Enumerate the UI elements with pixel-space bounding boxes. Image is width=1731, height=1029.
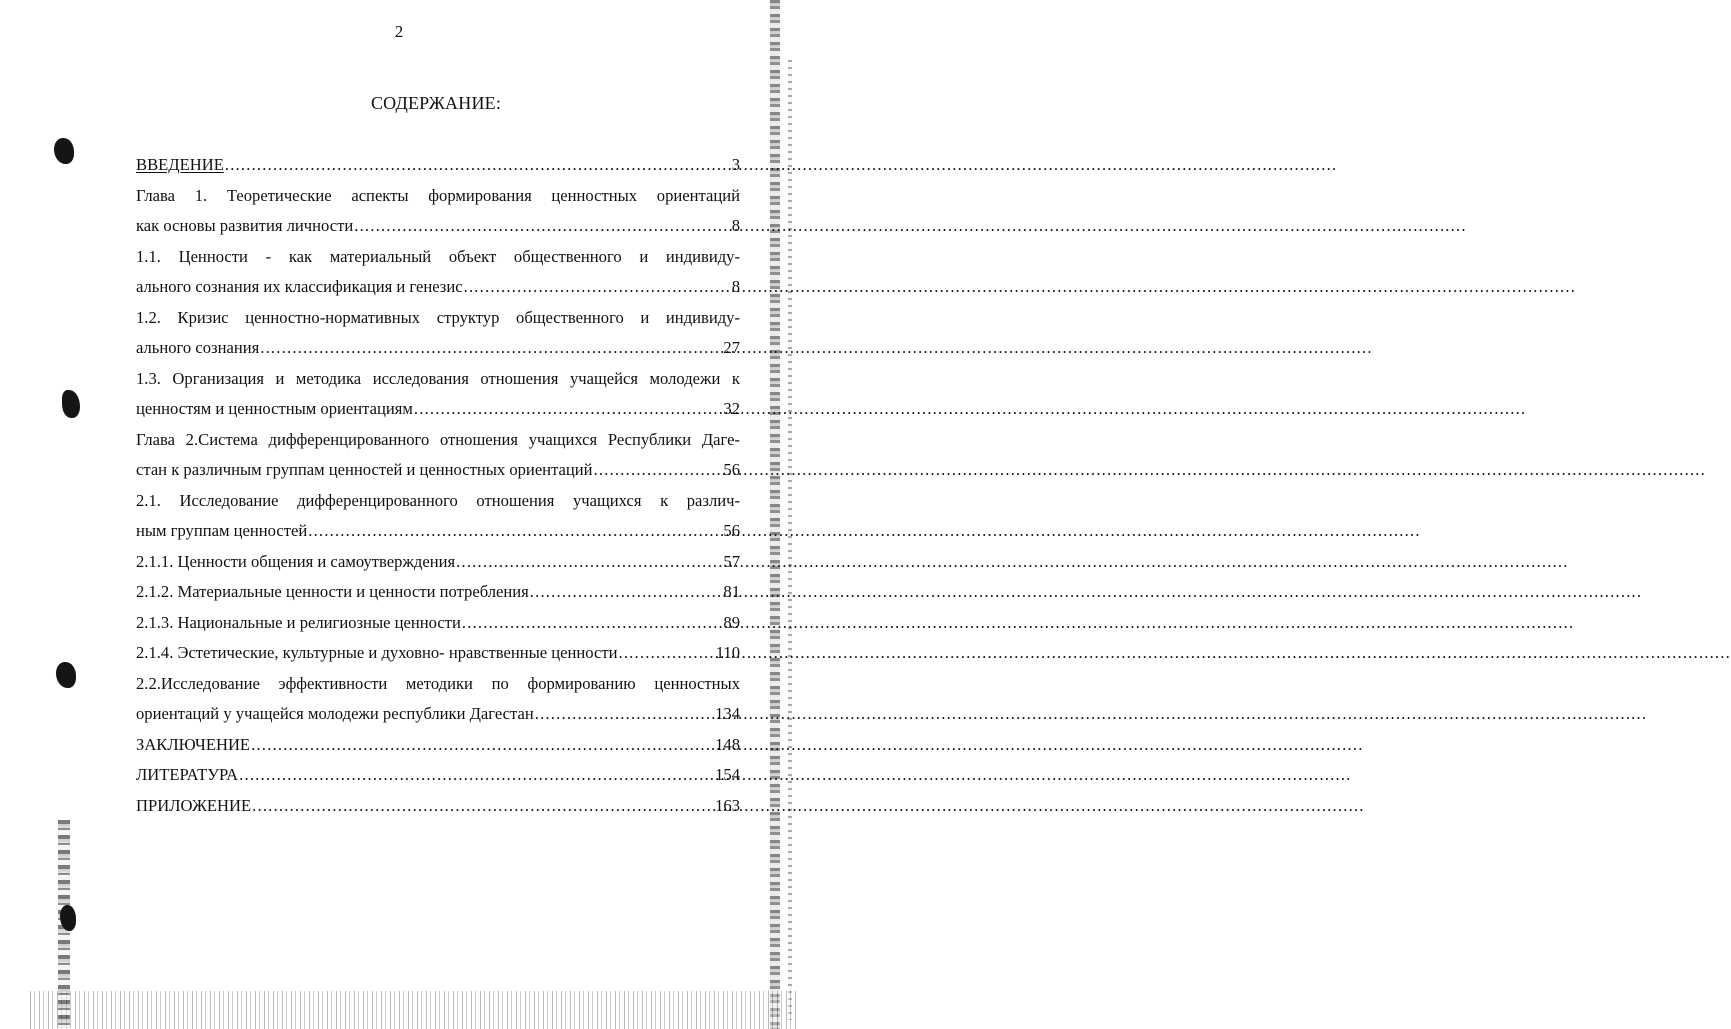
dot-leader bbox=[251, 730, 714, 761]
toc-entry-line bbox=[136, 760, 740, 791]
toc-entry-text: стан к различным группам ценностей и ценностных ориентаций bbox=[136, 460, 593, 479]
dot-leader bbox=[535, 699, 714, 730]
toc-entry-line bbox=[136, 242, 740, 273]
toc-entry-text: ЗАКЛЮЧЕНИЕ bbox=[136, 734, 251, 754]
dot-leader bbox=[464, 272, 731, 303]
toc-entry-line bbox=[136, 638, 740, 669]
toc-entry-text: Глава 2.Система дифференцированного отношения учащихся Республики Даге- bbox=[136, 429, 740, 449]
toc-page-number: 110 bbox=[715, 643, 740, 662]
toc-page-number: 154 bbox=[715, 765, 740, 784]
dot-leader bbox=[354, 211, 730, 242]
toc-entry-text: 1.1. Ценности - как материальный объект общественного и индивиду- bbox=[136, 246, 740, 266]
toc-entry-line bbox=[136, 455, 740, 486]
binder-hole bbox=[60, 905, 76, 931]
toc-page-number: 163 bbox=[715, 795, 740, 815]
toc-entry-line bbox=[136, 181, 740, 212]
toc-page-number: 3 bbox=[731, 155, 740, 174]
toc-entry-line bbox=[136, 211, 740, 242]
binder-hole bbox=[56, 662, 76, 688]
dot-leader bbox=[239, 760, 714, 791]
toc-entry-text: 1.3. Организация и методика исследования отношения учащейся молодежи к bbox=[136, 368, 740, 388]
toc-page-number: 56 bbox=[723, 521, 740, 540]
toc-entry-text: ального сознания bbox=[136, 338, 260, 357]
toc-entry-text: ориентаций у учащейся молодежи республики Дагестан bbox=[136, 704, 534, 723]
toc-page-number: 8 bbox=[731, 277, 740, 296]
dot-leader bbox=[530, 577, 723, 608]
toc-entry-line bbox=[136, 608, 740, 639]
toc-entry-text: 2.2.Исследование эффективности методики по формированию ценностных bbox=[136, 673, 740, 693]
document-page bbox=[0, 0, 798, 1029]
toc-page-number: 56 bbox=[723, 460, 740, 479]
dot-leader bbox=[462, 608, 723, 639]
toc-entry-line bbox=[136, 516, 740, 547]
toc-entry-line bbox=[136, 150, 740, 181]
toc-entry-text: 2.1. Исследование дифференцированного отношения учащихся к различ- bbox=[136, 490, 740, 510]
dot-leader bbox=[456, 547, 722, 578]
toc-entry-line bbox=[136, 303, 740, 334]
dot-leader bbox=[414, 394, 723, 425]
contents-title: СОДЕРЖАНИЕ: bbox=[370, 93, 502, 113]
scan-edge-artifact bbox=[30, 991, 798, 1029]
toc-page-number: 89 bbox=[723, 612, 740, 632]
toc-entry-text: ального сознания их классификация и генезис bbox=[136, 277, 463, 296]
toc-entry-text: ным группам ценностей bbox=[136, 521, 308, 540]
toc-entry-text: 1.2. Кризис ценностно-нормативных структур общественного и индивиду- bbox=[136, 307, 740, 327]
toc-page-number: 8 bbox=[731, 216, 740, 235]
table-of-contents bbox=[136, 150, 740, 821]
toc-entry-line bbox=[136, 577, 740, 608]
toc-entry-text: 2.1.4. Эстетические, культурные и духовно- нравственные ценности bbox=[136, 643, 618, 662]
dot-leader bbox=[225, 150, 731, 181]
dot-leader bbox=[618, 638, 714, 669]
toc-entry-text: Глава 1. Теоретические аспекты формирования ценностных ориентаций bbox=[136, 185, 740, 205]
dot-leader bbox=[252, 791, 714, 822]
toc-page-number: 32 bbox=[723, 399, 740, 418]
toc-entry-line bbox=[136, 364, 740, 395]
toc-entry-line bbox=[136, 486, 740, 517]
toc-entry-text: ВВЕДЕНИЕ bbox=[136, 155, 224, 174]
toc-page-number: 27 bbox=[723, 338, 740, 357]
dot-leader bbox=[594, 455, 723, 486]
toc-page-number: 81 bbox=[723, 582, 740, 601]
toc-entry-text: как основы развития личности bbox=[136, 216, 354, 235]
dot-leader bbox=[308, 516, 722, 547]
toc-entry-line bbox=[136, 394, 740, 425]
scan-edge-artifact bbox=[788, 60, 792, 1020]
toc-entry-text: ПРИЛОЖЕНИЕ bbox=[136, 795, 252, 815]
toc-entry-line bbox=[136, 425, 740, 456]
toc-page-number: 148 bbox=[715, 734, 740, 754]
toc-entry-line bbox=[136, 791, 740, 822]
page-number: 2 bbox=[394, 22, 404, 41]
toc-entry-line bbox=[136, 730, 740, 761]
toc-entry-text: 2.1.2. Материальные ценности и ценности потребления bbox=[136, 582, 529, 601]
binder-hole bbox=[54, 138, 74, 164]
toc-entry-text: 2.1.1. Ценности общения и самоутверждения bbox=[136, 551, 456, 571]
dot-leader bbox=[260, 333, 722, 364]
toc-entry-line bbox=[136, 699, 740, 730]
binder-hole bbox=[62, 390, 80, 418]
toc-entry-line bbox=[136, 333, 740, 364]
toc-page-number: 57 bbox=[723, 551, 740, 571]
toc-entry-text: 2.1.3. Национальные и религиозные ценности bbox=[136, 612, 461, 632]
toc-entry-line bbox=[136, 272, 740, 303]
toc-entry-line bbox=[136, 547, 740, 578]
toc-page-number: 134 bbox=[715, 704, 740, 723]
toc-entry-line bbox=[136, 669, 740, 700]
toc-entry-text: ценностям и ценностным ориентациям bbox=[136, 399, 413, 418]
toc-entry-text: ЛИТЕРАТУРА bbox=[136, 765, 239, 784]
